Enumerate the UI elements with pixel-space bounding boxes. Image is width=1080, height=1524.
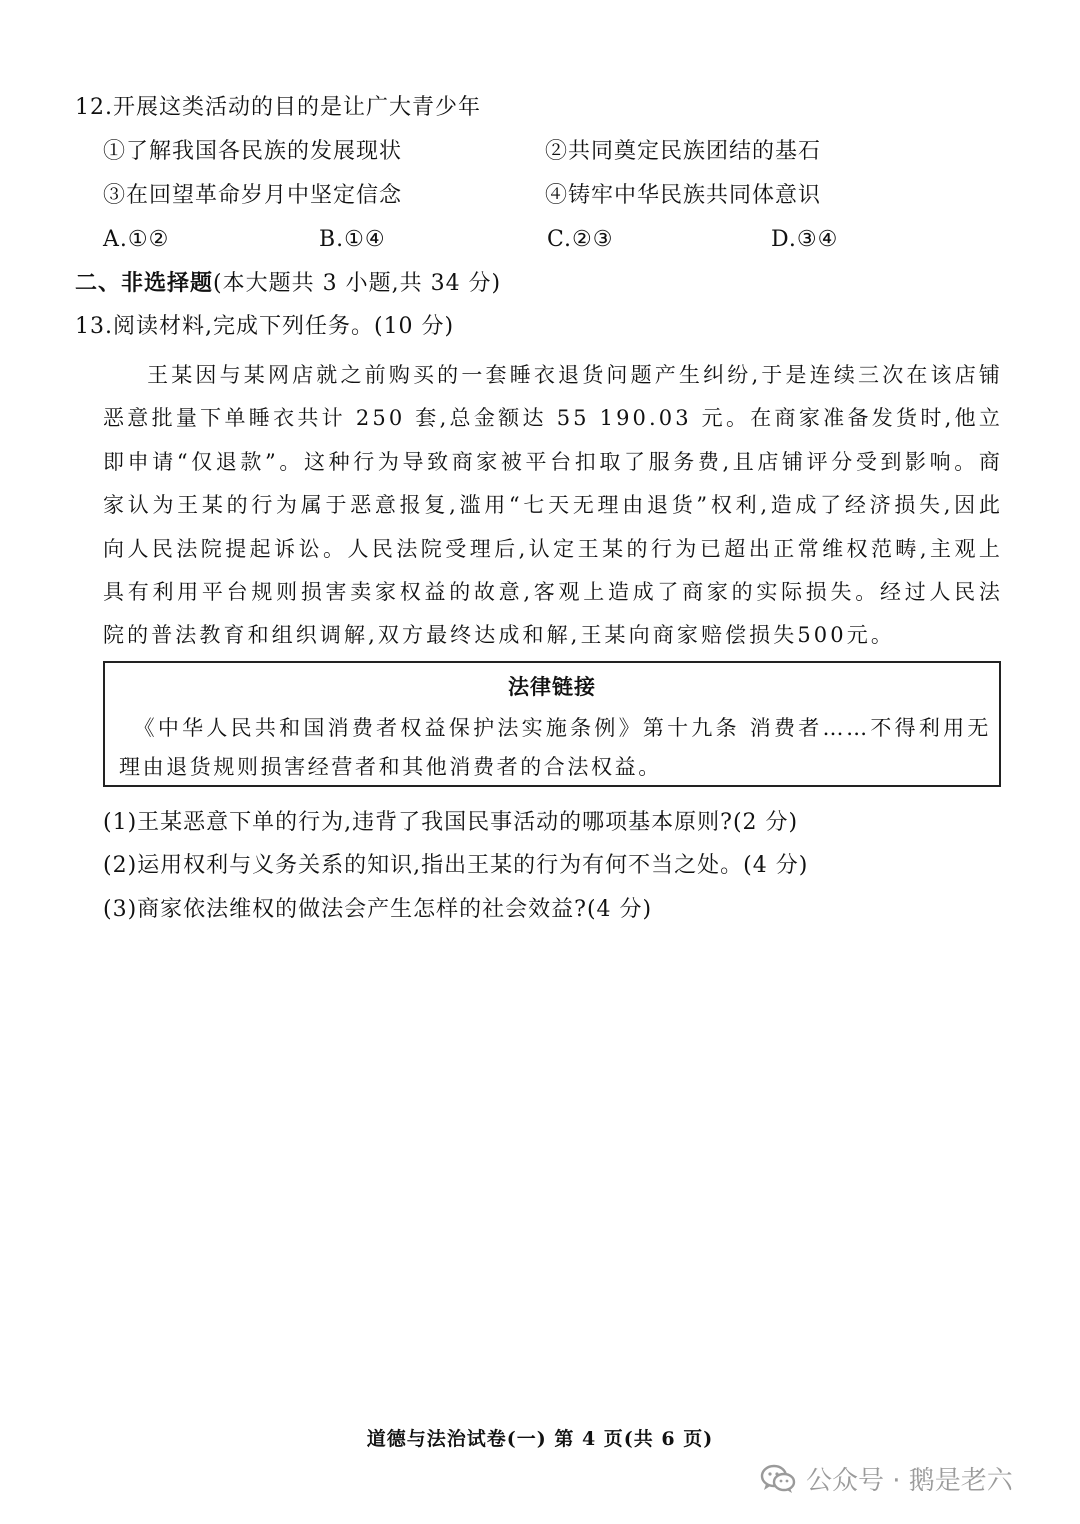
law-link-text-block (119, 709, 991, 787)
q12-item-1: ①了解我国各民族的发展现状 (103, 139, 403, 164)
q12-item-4: ④铸牢中华民族共同体意识 (545, 183, 822, 208)
reading-material-text: 王某因与某网店就之前购买的一套睡衣退货问题产生纠纷,于是连续三次在该店铺恶意批量下单睡衣共计 250 套,总金额达 55 190.03 元。在商家准备发货时,他立即申请“仅退款”。这种行为导致商家被平台扣取了服务费,且店铺评分受到影响。商家认为王某的行为属于恶意报复,滥用“七天无理由退货”权利,造成了经济损失,因此向人民法院提起诉讼。人民法院受理后,认定王某的行为已超出正常维权范畴,主观上具有利用平台规则损害卖家权益的故意,客观上造成了商家的实际损失。经过人民法院的普法教育和组织调解,双方最终达成和解,王某向商家赔偿损失500元。 (103, 363, 1003, 648)
question-13-stem: 13.阅读材料,完成下列任务。(10 分) (75, 314, 455, 339)
question-12-stem: 12.开展这类活动的目的是让广大青少年 (75, 95, 481, 120)
watermark-text: 公众号 · 鹅是老六 (806, 1466, 1013, 1496)
sub-question-2: (2)运用权利与义务关系的知识,指出王某的行为有何不当之处。(4 分) (103, 853, 809, 878)
q12-item-2: ②共同奠定民族团结的基石 (545, 139, 822, 164)
watermark (760, 1460, 1013, 1497)
section-2-heading (75, 268, 501, 299)
sub-question-3: (3)商家依法维权的做法会产生怎样的社会效益?(4 分) (103, 897, 653, 922)
sub-question-1: (1)王某恶意下单的行为,违背了我国民事活动的哪项基本原则?(2 分) (103, 810, 799, 835)
reading-material (103, 354, 1003, 658)
section-2-note: (本大题共 3 小题,共 34 分) (213, 271, 502, 296)
law-link-text: 《中华人民共和国消费者权益保护法实施条例》第十九条 消费者……不得利用无理由退货规则损害经营者和其他消费者的合法权益。 (119, 716, 991, 779)
q12-choice-a: A.①② (103, 227, 170, 252)
q12-item-3: ③在回望革命岁月中坚定信念 (103, 183, 403, 208)
q12-choice-d: D.③④ (771, 227, 839, 252)
law-link-title: 法律链接 (508, 674, 596, 699)
page-footer: 道德与法治试卷(一) 第 4 页(共 6 页) (366, 1428, 714, 1450)
q12-choice-b: B.①④ (319, 227, 386, 252)
section-2-title: 二、非选择题 (75, 270, 214, 296)
law-link-box (103, 661, 1001, 787)
q12-choice-c: C.②③ (547, 227, 614, 252)
wechat-icon (760, 1464, 796, 1494)
